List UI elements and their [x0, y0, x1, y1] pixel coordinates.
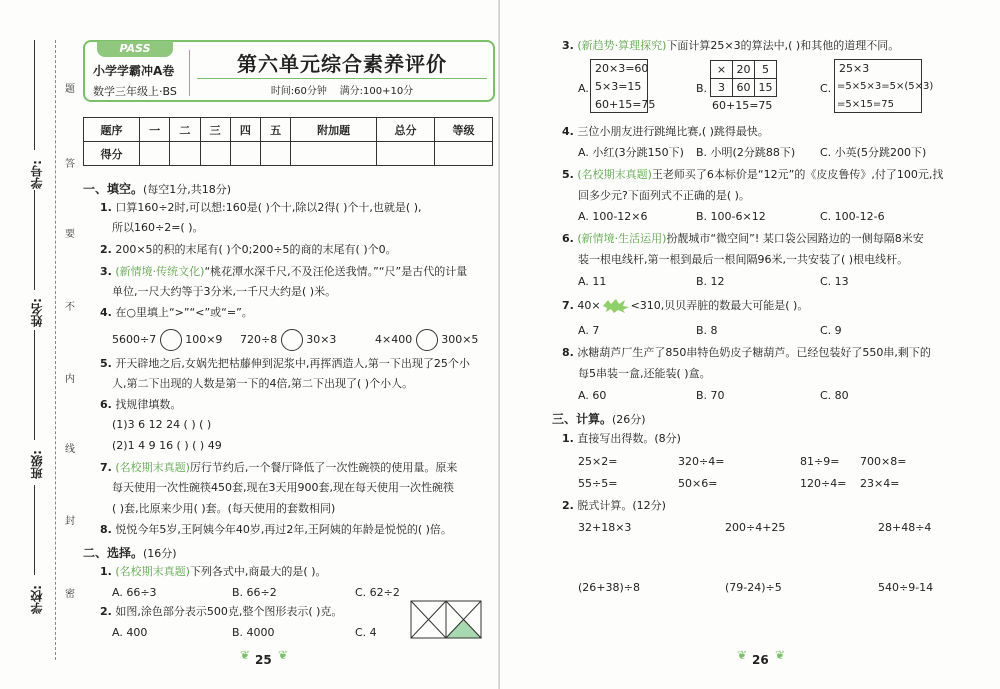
score-header: 四 [230, 118, 260, 142]
exam-header [83, 40, 495, 102]
seal-word: 题 [65, 84, 75, 95]
c8-line1: 8. 冰糖葫芦厂生产了850串特色奶皮子糖葫芦。已经包装好了550串,剩下的 [562, 346, 931, 359]
grade-label: 数学三年级上·BS [93, 85, 177, 98]
p1-item: 55÷5= [578, 477, 618, 490]
p1-item: 50×6= [678, 477, 718, 490]
c2-option-c[interactable]: C. 4 [355, 626, 377, 639]
c6-option-c[interactable]: C. 13 [820, 275, 849, 288]
score-header: 一 [140, 118, 170, 142]
seal-word: 答 [65, 159, 75, 170]
c6-option-a[interactable]: A. 11 [578, 275, 607, 288]
score-cell[interactable] [140, 142, 170, 166]
c4-line1: 4. 三位小朋友进行跳绳比赛,( )跳得最快。 [562, 125, 769, 138]
q1-line2: 所以160÷2=( )。 [112, 221, 204, 234]
c5-option-c[interactable]: C. 100-12-6 [820, 210, 885, 223]
c3-option-b[interactable]: B. [696, 82, 708, 95]
c1-option-b[interactable]: B. 66÷2 [232, 586, 277, 599]
q5-line2: 人,第二下出现的人数是第一下的4倍,第二下出现了( )个小人。 [112, 377, 414, 390]
c7-line1: 7. 40× <310,贝贝弄脏的数最大可能是( )。 [562, 299, 809, 312]
c7-option-b[interactable]: B. 8 [696, 324, 718, 337]
c4-option-a[interactable]: A. 小红(3分跳150下) [578, 146, 684, 159]
page-number: 25 [255, 653, 272, 667]
compare-circle[interactable] [416, 329, 438, 351]
c1-option-a[interactable]: A. 66÷3 [112, 586, 157, 599]
c8-option-a[interactable]: A. 60 [578, 389, 607, 402]
c6-line2: 装一根电线杆,第一根到最后一根间隔96米,一共安装了( )根电线杆。 [578, 253, 909, 266]
p1-item: 700×8= [860, 455, 907, 468]
compare-circle[interactable] [281, 329, 303, 351]
c3-a-box: 20×3=60 5×3=15 60+15=75 [590, 59, 648, 113]
c7-option-a[interactable]: A. 7 [578, 324, 600, 337]
q8-line1: 8. 悦悦今年5岁,王阿姨今年40岁,再过2年,王阿姨的年龄是悦悦的( )倍。 [100, 523, 452, 536]
q4-compare-2: 720÷8 30×3 [240, 329, 336, 351]
q2-line1: 2. 200×5的积的末尾有( )个0;200÷5的商的末尾有( )个0。 [100, 243, 397, 256]
q6-seq2: (2)1 4 9 16 ( ) ( ) 49 [112, 439, 222, 452]
c4-option-c[interactable]: C. 小英(5分跳200下) [820, 146, 927, 159]
q7-line2: 每天使用一次性碗筷450套,现在3天用900套,现在每天使用一次性碗筷 [112, 481, 454, 494]
score-header: 附加题 [291, 118, 377, 142]
p1-line1: 1. 直接写出得数。(8分) [562, 432, 681, 445]
pass-logo: PASS [97, 41, 173, 57]
q4-compare-3: 4×400 300×5 [375, 329, 478, 351]
c4-option-b[interactable]: B. 小明(2分跳88下) [696, 146, 796, 159]
field-class: 班级: [30, 450, 44, 479]
q4-compare-1: 5600÷7 100×9 [112, 329, 222, 351]
c8-option-c[interactable]: C. 80 [820, 389, 849, 402]
score-header: 等级 [434, 118, 492, 142]
p2-item: 540÷9-14 [878, 581, 934, 594]
p2-item: 32+18×3 [578, 521, 632, 534]
section-calc: 三、计算。(26分) [552, 412, 646, 426]
q4-line1: 4. 在○里填上“>”“<”或“=”。 [100, 306, 253, 319]
q6-seq1: (1)3 6 12 24 ( ) ( ) [112, 418, 212, 431]
score-cell[interactable] [376, 142, 434, 166]
seal-word: 线 [65, 444, 75, 455]
c2-option-a[interactable]: A. 400 [112, 626, 148, 639]
c6-line1: 6. (新情境·生活运用)扮靓城市“微空间”! 某口袋公园路边的一侧每隔8米安 [562, 232, 924, 245]
c3-line1: 3. (新趋势·算理探究)下面计算25×3的算法中,( )和其他的道理不同。 [562, 39, 900, 52]
section-fill-blank: 一、填空。(每空1分,共18分) [83, 182, 232, 196]
palm-icon: ❦ [737, 648, 748, 662]
p1-item: 120÷4= [800, 477, 847, 490]
c1-line1: 1. (名校期末真题)下列各式中,商最大的是( )。 [100, 565, 327, 578]
palm-icon: ❦ [775, 648, 786, 662]
seal-word: 密 [65, 589, 75, 600]
binding-column [8, 40, 78, 660]
field-name: 姓名: [30, 298, 44, 327]
score-row-label: 得分 [84, 142, 140, 166]
p1-item: 25×2= [578, 455, 618, 468]
score-header: 五 [261, 118, 291, 142]
score-header: 二 [170, 118, 200, 142]
exam-meta [189, 82, 495, 97]
c2-option-b[interactable]: B. 4000 [232, 626, 275, 639]
score-cell[interactable] [261, 142, 291, 166]
p2-item: (26+38)÷8 [578, 581, 641, 594]
score-table [83, 117, 493, 166]
right-page [500, 0, 1000, 689]
c5-option-b[interactable]: B. 100-6×12 [696, 210, 766, 223]
section-choice: 二、选择。(16分) [83, 546, 177, 560]
c5-line1: 5. (名校期末真题)王老师买了6本标价是“12元”的《皮皮鲁传》,付了100元,找 [562, 168, 944, 181]
p2-item: (79-24)÷5 [725, 581, 782, 594]
page-title: 第六单元综合素养评价 [237, 52, 447, 76]
score-cell[interactable] [200, 142, 230, 166]
c3-option-c[interactable]: C. [820, 82, 832, 95]
field-school: 学校: [30, 585, 44, 614]
score-cell[interactable] [291, 142, 377, 166]
seal-line [55, 40, 56, 660]
c5-option-a[interactable]: A. 100-12×6 [578, 210, 648, 223]
q7-line1: 7. (名校期末真题)厉行节约后,一个餐厅降低了一次性碗筷的使用量。原来 [100, 461, 458, 474]
score-header: 总分 [376, 118, 434, 142]
smudge-icon [601, 298, 631, 314]
score-cell[interactable] [434, 142, 492, 166]
seal-word: 要 [65, 229, 75, 240]
shaded-figure [410, 600, 482, 640]
q3-line2: 单位,一尺大约等于3分米,一千尺大约是( )米。 [112, 285, 337, 298]
score-header: 三 [200, 118, 230, 142]
score-cell[interactable] [170, 142, 200, 166]
q3-line1: 3. (新情境·传统文化)“桃花潭水深千尺,不及汪伦送我情。”“尺”是古代的计量 [100, 265, 468, 278]
time-limit: 时间:60分钟 [270, 86, 327, 97]
c3-c-box: 25×3 =5×5×3=5×(5×3) =5×15=75 [834, 59, 922, 113]
page-number: 26 [752, 653, 769, 667]
q5-line1: 5. 开天辟地之后,女娲先把枯藤伸到泥浆中,再挥洒造人,第一下出现了25个小 [100, 357, 470, 370]
full-score: 满分:100+10分 [339, 86, 414, 97]
p1-item: 81÷9= [800, 455, 840, 468]
q6-line1: 6. 找规律填数。 [100, 398, 182, 411]
c7-option-c[interactable]: C. 9 [820, 324, 842, 337]
seal-word: 内 [65, 374, 75, 385]
palm-icon: ❦ [278, 648, 289, 662]
compare-circle[interactable] [160, 329, 182, 351]
c3-b-grid: × 20 5 3 60 15 [710, 60, 777, 97]
q1-line1: 1. 口算160÷2时,可以想:160是( )个十,除以2得( )个十,也就是( ), [100, 201, 422, 214]
score-cell[interactable] [230, 142, 260, 166]
c6-option-b[interactable]: B. 12 [696, 275, 725, 288]
p1-item: 320÷4= [678, 455, 725, 468]
p2-item: 200÷4+25 [725, 521, 786, 534]
score-header: 题序 [84, 118, 140, 142]
seal-word: 封 [65, 516, 75, 527]
c8-line2: 每5串装一盒,还能装( )盒。 [578, 367, 711, 380]
seal-word: 不 [65, 302, 75, 313]
c1-option-c[interactable]: C. 62÷2 [355, 586, 400, 599]
c3-option-a[interactable]: A. [578, 82, 589, 95]
c3-b-sum: 60+15=75 [712, 99, 773, 112]
p1-item: 23×4= [860, 477, 900, 490]
p2-line1: 2. 脱式计算。(12分) [562, 499, 666, 512]
q7-line3: ( )套,比原来少用( )套。(每天使用的套数相同) [112, 502, 336, 515]
p2-item: 28+48÷4 [878, 521, 932, 534]
series-name: 小学学霸冲A卷 [93, 64, 175, 78]
c8-option-b[interactable]: B. 70 [696, 389, 725, 402]
palm-icon: ❦ [240, 648, 251, 662]
c2-line1: 2. 如图,涂色部分表示500克,整个图形表示( )克。 [100, 605, 343, 618]
field-student-id: 学号: [30, 160, 44, 189]
c5-line2: 回多少元?下面列式不正确的是( )。 [578, 189, 750, 202]
